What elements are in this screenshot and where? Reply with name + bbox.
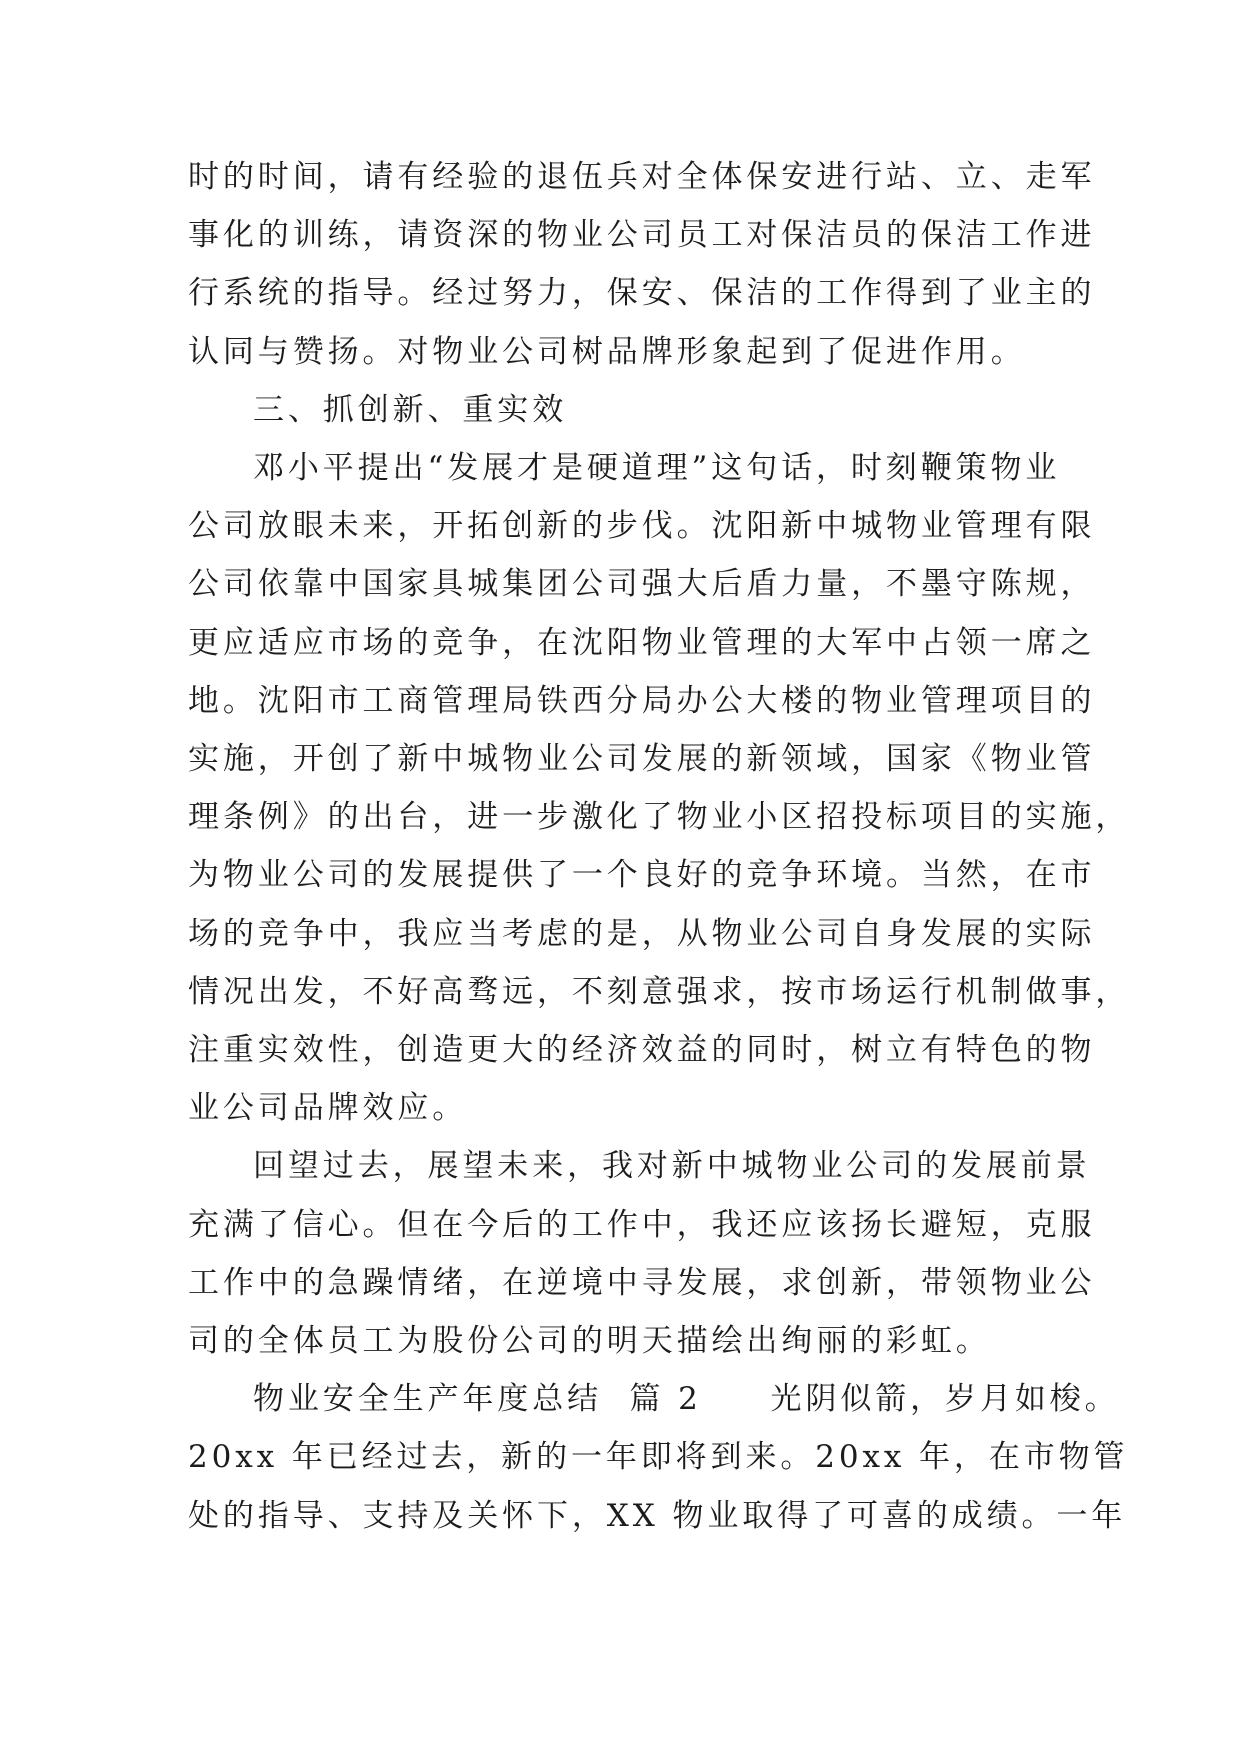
text-line: 为物业公司的发展提供了一个良好的竞争环境。当然，在市 — [188, 857, 1096, 894]
text-line: 认同与赞扬。对物业公司树品牌形象起到了促进作用。 — [188, 333, 1026, 370]
text-line: 公司放眼未来，开拓创新的步伐。沈阳新中城物业管理有限 — [188, 508, 1096, 545]
text-line: 司的全体员工为股份公司的明天描绘出绚丽的彩虹。 — [188, 1323, 991, 1360]
text-line: 地。沈阳市工商管理局铁西分局办公大楼的物业管理项目的 — [188, 682, 1096, 719]
text-line: 业公司品牌效应。 — [188, 1090, 468, 1127]
text-line: 注重实效性，创造更大的经济效益的同时，树立有特色的物 — [188, 1032, 1096, 1069]
text-line: 场的竞争中，我应当考虑的是，从物业公司自身发展的实际 — [188, 915, 1096, 952]
paragraph-outlook — [188, 1137, 1096, 1370]
text-line: 处的指导、支持及关怀下，XX 物业取得了可喜的成绩。一年 — [188, 1497, 1127, 1534]
text-line: 实施，开创了新中城物业公司发展的新领域，国家《物业管 — [188, 741, 1096, 778]
text-line: 邓小平提出“发展才是硬道理”这句话，时刻鞭策物业 — [253, 450, 1061, 487]
section-heading — [188, 381, 1068, 439]
text-line: 事化的训练，请资深的物业公司员工对保洁员的保洁工作进 — [188, 217, 1096, 254]
text-line: 情况出发，不好高骛远，不刻意强求，按市场运行机制做事， — [188, 973, 1131, 1010]
text-line: 充满了信心。但在今后的工作中，我还应该扬长避短，克服 — [188, 1206, 1096, 1243]
text-line: 理条例》的出台，进一步激化了物业小区招投标项目的实施， — [188, 799, 1131, 836]
text-line: 时的时间，请有经验的退伍兵对全体保安进行站、立、走军 — [188, 159, 1096, 195]
paragraph-innovation — [188, 439, 1131, 1137]
text-line: 工作中的急躁情绪，在逆境中寻发展，求创新，带领物业公 — [188, 1264, 1096, 1301]
document-body — [188, 148, 1131, 1545]
text-line: 公司依靠中国家具城集团公司强大后盾力量，不墨守陈规， — [188, 566, 1096, 603]
text-line: 物业安全生产年度总结 篇 2 光阴似箭，岁月如梭。 — [253, 1381, 1120, 1418]
heading-text: 三、抓创新、重实效 — [253, 391, 568, 428]
paragraph-article-2 — [188, 1370, 1129, 1545]
paragraph-training — [188, 148, 1096, 381]
text-line: 20xx 年已经过去，新的一年即将到来。20xx 年，在市物管 — [188, 1439, 1129, 1476]
text-line: 行系统的指导。经过努力，保安、保洁的工作得到了业主的 — [188, 275, 1096, 312]
text-line: 更应适应市场的竞争，在沈阳物业管理的大军中占领一席之 — [188, 624, 1096, 661]
text-line: 回望过去，展望未来，我对新中城物业公司的发展前景 — [253, 1148, 1091, 1185]
